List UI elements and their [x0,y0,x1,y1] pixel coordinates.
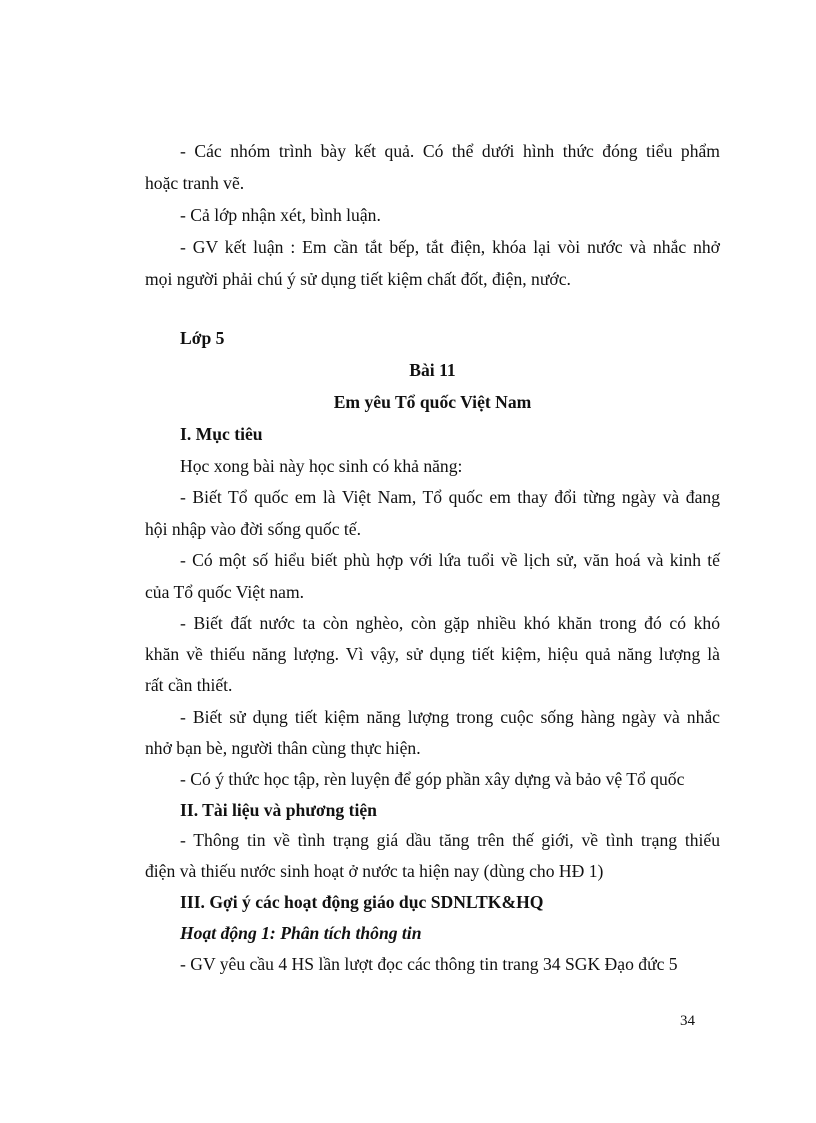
objective-1-line2: hội nhập vào đời sống quốc tế. [145,519,361,539]
objective-3-line2: khăn về thiếu năng lượng. Vì vậy, sử dụng tiết kiệm, hiệu quả năng lượng là [145,644,720,664]
section-heading-objectives: I. Mục tiêu [180,424,263,444]
paragraph-groups-present-line1: - Các nhóm trình bày kết quả. Có thể dưới hình thức đóng tiểu phẩm [180,141,720,161]
materials-item-line2: điện và thiếu nước sinh hoạt ở nước ta hiện nay (dùng cho HĐ 1) [145,861,604,881]
objective-1-line1: - Biết Tổ quốc em là Việt Nam, Tổ quốc em thay đổi từng ngày và đang [180,487,720,507]
objective-3-line3: rất cần thiết. [145,675,233,695]
objective-2-line2: của Tổ quốc Việt nam. [145,582,305,602]
objective-3-line1: - Biết đất nước ta còn nghèo, còn gặp nhiều khó khăn trong đó có khó [180,613,720,633]
objective-5: - Có ý thức học tập, rèn luyện để góp phần xây dựng và bảo vệ Tổ quốc [180,769,685,789]
paragraph-class-comment: - Cả lớp nhận xét, bình luận. [180,205,381,225]
paragraph-teacher-conclusion-line1: - GV kết luận : Em cần tắt bếp, tắt điện, khóa lại vòi nước và nhắc nhở [180,237,720,257]
lesson-number: Bài 11 [409,360,456,380]
page-number: 34 [680,1013,695,1029]
paragraph-teacher-conclusion-line2: mọi người phải chú ý sử dụng tiết kiệm chất đốt, điện, nước. [145,269,571,289]
objectives-intro: Học xong bài này học sinh có khả năng: [180,456,463,476]
grade-label: Lớp 5 [180,328,225,348]
objective-4-line2: nhở bạn bè, người thân cùng thực hiện. [145,738,421,758]
objective-2-line1: - Có một số hiểu biết phù hợp với lứa tuổi về lịch sử, văn hoá và kinh tế [180,550,720,570]
section-heading-activities: III. Gợi ý các hoạt động giáo dục SDNLTK&HQ [180,892,544,912]
activity-1-heading: Hoạt động 1: Phân tích thông tin [180,923,422,943]
activity-1-step: - GV yêu cầu 4 HS lần lượt đọc các thông tin trang 34 SGK Đạo đức 5 [180,954,678,974]
section-heading-materials: II. Tài liệu và phương tiện [180,800,377,820]
materials-item-line1: - Thông tin về tình trạng giá dầu tăng trên thế giới, về tình trạng thiếu [180,830,720,850]
paragraph-groups-present-line2: hoặc tranh vẽ. [145,173,245,193]
objective-4-line1: - Biết sử dụng tiết kiệm năng lượng trong cuộc sống hàng ngày và nhắc [180,707,720,727]
lesson-title: Em yêu Tổ quốc Việt Nam [333,392,532,412]
